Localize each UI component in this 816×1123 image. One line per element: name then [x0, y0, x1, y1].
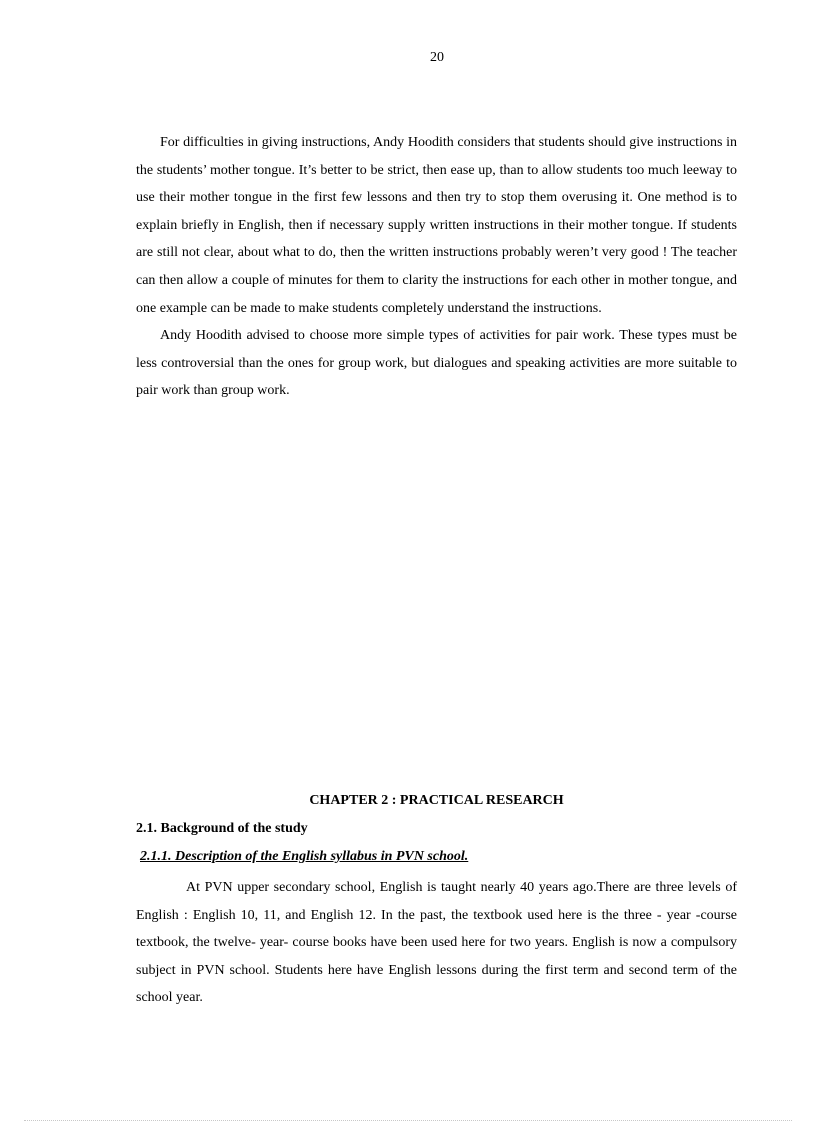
section-heading: 2.1. Background of the study — [136, 821, 308, 836]
page-bottom-divider — [24, 1120, 792, 1121]
paragraph-syllabus: At PVN upper secondary school, English is taught nearly 40 years ago.There are three levels of English : English 10, 11, and English 12. In the past, the textbook used here is the three - year -course textbook, the twelve- year- course books have been used here for two years. English is now a compulsory subject in PVN school. Students here have English lessons during the first term and second term of the school year. — [136, 880, 737, 1006]
body-section-syllabus — [136, 874, 737, 1012]
paragraph-pair-work: Andy Hoodith advised to choose more simple types of activities for pair work. These types must be less controversial than the ones for group work, but dialogues and speaking activities are more suitable to pair work than group work. — [136, 328, 737, 399]
subsection-heading: 2.1.1. Description of the English syllabus in PVN school. — [140, 849, 469, 864]
paragraph-instructions: For difficulties in giving instructions, Andy Hoodith considers that students should give instructions in the students’ mother tongue. It’s better to be strict, then ease up, than to allow students too much leeway to use their mother tongue in the first few lessons and then try to stop them overusing it. One method is to explain briefly in English, then if necessary supply written instructions in their mother tongue. If students are still not clear, about what to do, then the written instructions probably weren’t very good ! The teacher can then allow a couple of minutes for them to clarity the instructions for each other in mother tongue, and one example can be made to make students completely understand the instructions. — [136, 135, 737, 316]
chapter-title: CHAPTER 2 : PRACTICAL RESEARCH — [309, 793, 564, 808]
page-number: 20 — [430, 50, 444, 65]
body-section-instructions — [136, 129, 737, 405]
